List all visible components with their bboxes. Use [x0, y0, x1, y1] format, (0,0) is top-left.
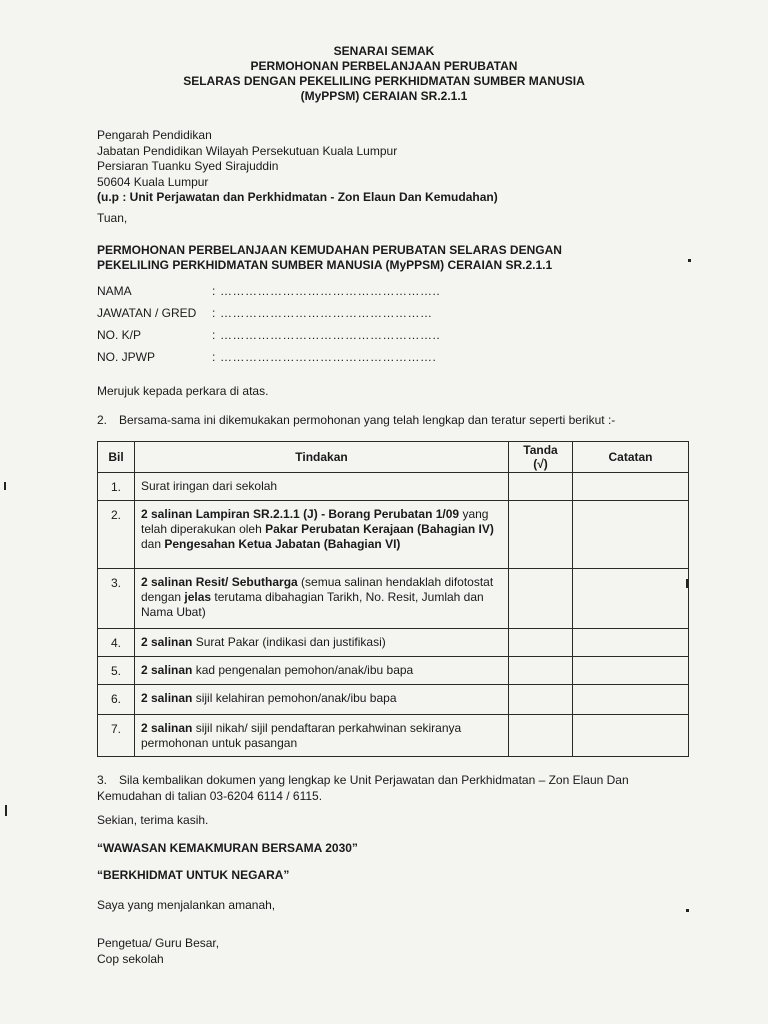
field-blank[interactable]: …………………………………………….. — [220, 328, 441, 342]
row-text: (semua salinan hendaklah difotostat dengan — [141, 575, 494, 604]
field-colon: : — [212, 306, 216, 320]
header-catatan: Catatan — [573, 442, 689, 473]
checkmark-icon: (√) — [533, 457, 548, 471]
header-tindakan: Tindakan — [135, 442, 509, 473]
paragraph-2 — [97, 413, 615, 427]
table-row — [98, 715, 689, 757]
row-bold-text: 2 salinan — [141, 721, 193, 735]
header-tanda-label: Tanda — [523, 443, 558, 457]
row-action — [135, 569, 509, 629]
paragraph-3 — [97, 773, 697, 804]
row-bold-text: 2 salinan Lampiran SR.2.1.1 (J) - Borang Perubatan 1/09 — [141, 507, 460, 521]
table-row — [98, 501, 689, 569]
row-remarks-cell[interactable] — [573, 657, 689, 685]
header-bil: Bil — [98, 442, 135, 473]
row-text: terutama dibahagian Tarikh, No. Resit, Jumlah dan Nama Ubat) — [141, 590, 484, 619]
letter-subject — [97, 243, 562, 273]
row-tick-cell[interactable] — [509, 569, 573, 629]
field-colon: : — [212, 284, 216, 298]
recipient-address — [97, 128, 498, 206]
field-label: JAWATAN / GRED — [97, 306, 197, 320]
reference-line: Merujuk kepada perkara di atas. — [97, 384, 269, 398]
table-row — [98, 473, 689, 501]
table-header-row — [98, 442, 689, 473]
row-remarks-cell[interactable] — [573, 473, 689, 501]
subject-line-1: PERMOHONAN PERBELANJAAN KEMUDAHAN PERUBATAN SELARAS DENGAN — [97, 243, 562, 257]
row-text: sijil nikah/ sijil pendaftaran perkahwinan sekiranya permohonan untuk pasangan — [141, 721, 462, 750]
table-row — [98, 685, 689, 715]
row-remarks-cell[interactable] — [573, 501, 689, 569]
signature-stamp: Cop sekolah — [97, 951, 164, 966]
table-row — [98, 629, 689, 657]
row-text: Surat Pakar (indikasi dan justifikasi) — [192, 635, 386, 649]
scan-speck — [686, 579, 688, 588]
row-bold-text: 2 salinan — [141, 635, 193, 649]
row-action — [135, 657, 509, 685]
applicant-fields — [97, 284, 440, 372]
row-text: Surat iringan dari sekolah — [141, 479, 278, 493]
row-tick-cell[interactable] — [509, 629, 573, 657]
row-number: 6. — [98, 685, 135, 715]
row-action — [135, 715, 509, 757]
row-remarks-cell[interactable] — [573, 629, 689, 657]
address-line-2: Jabatan Pendidikan Wilayah Persekutuan Kuala Lumpur — [97, 143, 398, 158]
scan-speck — [4, 482, 6, 490]
row-bold-text: Pakar Perubatan Kerajaan (Bahagian IV) — [265, 522, 494, 536]
trust-line: Saya yang menjalankan amanah, — [97, 898, 276, 912]
scan-speck — [688, 259, 691, 262]
field-colon: : — [212, 328, 216, 342]
table-row — [98, 657, 689, 685]
scan-speck — [5, 805, 7, 816]
checklist-table — [97, 441, 689, 757]
paragraph-text: Sila kembalikan dokumen yang lengkap ke Unit Perjawatan dan Perkhidmatan – Zon Elaun Dan — [119, 773, 629, 787]
row-action — [135, 473, 509, 501]
row-bold-text: 2 salinan — [141, 691, 193, 705]
row-remarks-cell[interactable] — [573, 569, 689, 629]
row-text: sijil kelahiran pemohon/anak/ibu bapa — [192, 691, 397, 705]
row-bold-text: Pengesahan Ketua Jabatan (Bahagian VI) — [164, 537, 401, 551]
row-number: 1. — [98, 473, 135, 501]
paragraph-text: Bersama-sama ini dikemukakan permohonan yang telah lengkap dan teratur seperti berikut :- — [119, 413, 616, 427]
subject-line-2: PEKELILING PERKHIDMATAN SUMBER MANUSIA (MyPPSM) CERAIAN SR.2.1.1 — [97, 258, 553, 272]
paragraph-number: 2. — [97, 413, 108, 427]
row-number: 5. — [98, 657, 135, 685]
motto-wawasan: “WAWASAN KEMAKMURAN BERSAMA 2030” — [97, 841, 358, 855]
signature-title: Pengetua/ Guru Besar, — [97, 936, 220, 950]
address-line-4: 50604 Kuala Lumpur — [97, 174, 209, 189]
field-label: NAMA — [97, 284, 132, 298]
row-tick-cell[interactable] — [509, 473, 573, 501]
header-line-3: SELARAS DENGAN PEKELILING PERKHIDMATAN SUMBER MANUSIA — [183, 74, 585, 88]
row-tick-cell[interactable] — [509, 685, 573, 715]
signature-block — [97, 936, 219, 967]
row-text: kad pengenalan pemohon/anak/ibu bapa — [192, 663, 414, 677]
row-tick-cell[interactable] — [509, 501, 573, 569]
row-remarks-cell[interactable] — [573, 685, 689, 715]
row-bold-text: 2 salinan Resit/ Sebutharga — [141, 575, 298, 589]
row-number: 4. — [98, 629, 135, 657]
row-action — [135, 501, 509, 569]
address-line-3: Persiaran Tuanku Syed Sirajuddin — [97, 159, 279, 173]
motto-berkhidmat: “BERKHIDMAT UNTUK NEGARA” — [97, 868, 290, 882]
field-no-kp — [97, 328, 440, 350]
row-bold-text: 2 salinan — [141, 663, 193, 677]
field-blank[interactable]: …………………………………………….. — [220, 284, 441, 298]
row-remarks-cell[interactable] — [573, 715, 689, 757]
header-line-2: PERMOHONAN PERBELANJAAN PERUBATAN — [250, 59, 518, 73]
header-tanda — [509, 442, 573, 473]
closing-line: Sekian, terima kasih. — [97, 813, 209, 827]
field-label: NO. K/P — [97, 328, 142, 342]
scan-speck — [686, 909, 689, 912]
field-nama — [97, 284, 440, 306]
field-no-jpwp — [97, 350, 440, 372]
row-tick-cell[interactable] — [509, 715, 573, 757]
row-action — [135, 685, 509, 715]
field-jawatan-gred — [97, 306, 440, 328]
row-tick-cell[interactable] — [509, 657, 573, 685]
address-attention: (u.p : Unit Perjawatan dan Perkhidmatan - Zon Elaun Dan Kemudahan) — [97, 190, 498, 204]
field-label: NO. JPWP — [97, 350, 156, 364]
field-colon: : — [212, 350, 216, 364]
row-number: 7. — [98, 715, 135, 757]
document-header — [0, 44, 768, 104]
row-number: 2. — [98, 501, 135, 569]
field-blank[interactable]: ……………………………………………. — [220, 350, 437, 364]
row-text: yang telah diperakukan oleh — [141, 507, 489, 536]
paragraph-number: 3. — [97, 773, 108, 787]
paragraph-3-line-1 — [97, 773, 697, 789]
header-title: SENARAI SEMAK — [333, 44, 435, 58]
salutation: Tuan, — [97, 211, 128, 225]
row-bold-text: jelas — [184, 590, 212, 604]
header-line-4: (MyPPSM) CERAIAN SR.2.1.1 — [300, 89, 468, 103]
paragraph-3-line-2: Kemudahan di talian 03-6204 6114 / 6115. — [97, 788, 323, 803]
row-action — [135, 629, 509, 657]
table-row — [98, 569, 689, 629]
field-blank[interactable]: …………………………………………… — [220, 306, 433, 320]
row-text: dan — [141, 537, 165, 551]
row-number: 3. — [98, 569, 135, 629]
address-line-1: Pengarah Pendidikan — [97, 128, 212, 142]
